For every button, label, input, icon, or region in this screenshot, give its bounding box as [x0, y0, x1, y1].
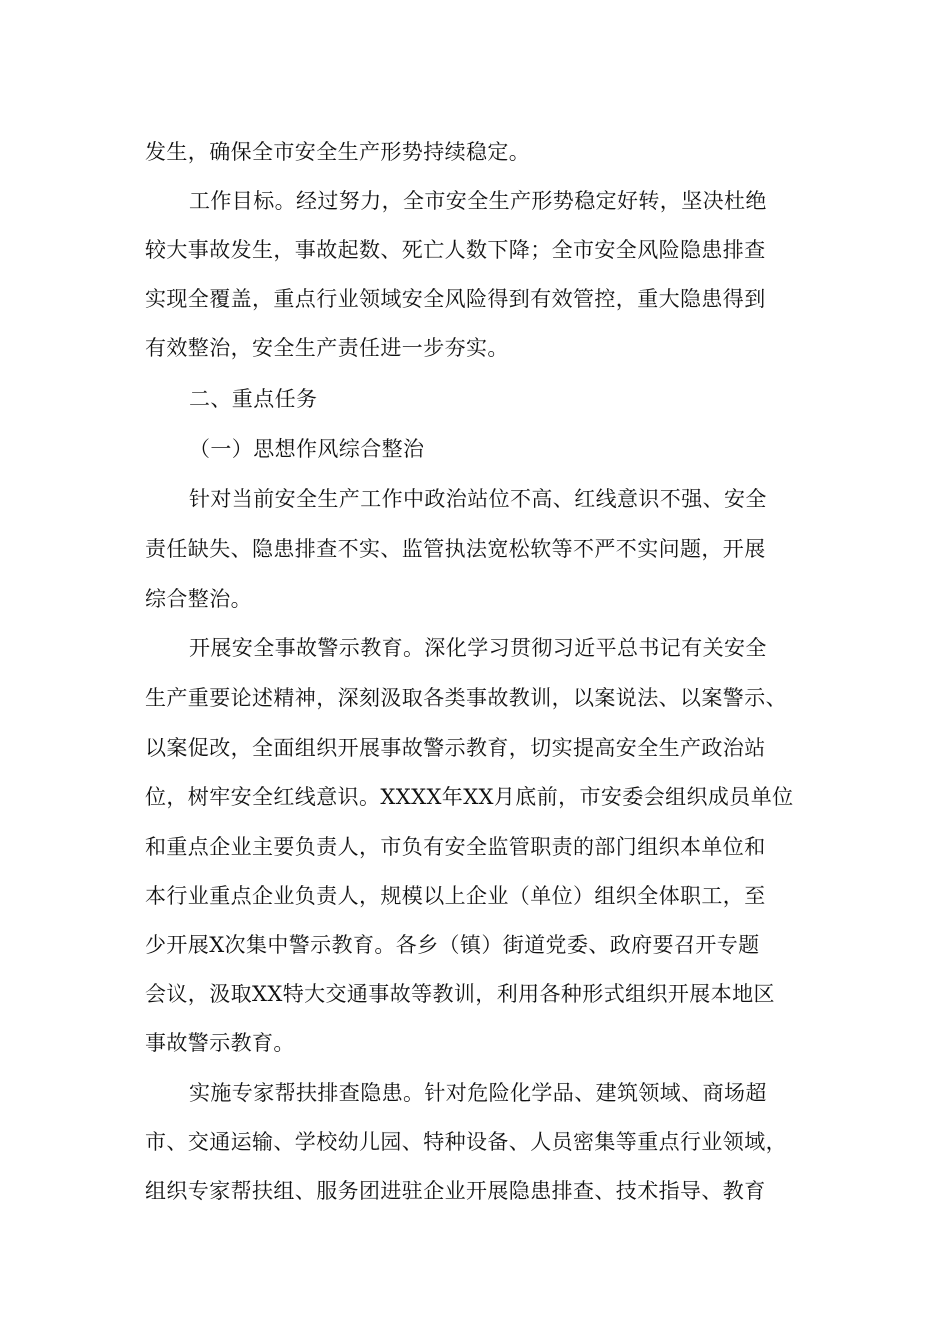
paragraph-line: 针对当前安全生产工作中政治站位不高、红线意识不强、安全: [189, 487, 767, 511]
paragraph-line: 少开展X次集中警示教育。各乡（镇）街道党委、政府要召开专题: [145, 933, 760, 957]
paragraph-line: 综合整治。: [145, 587, 252, 611]
paragraph-line: 生产重要论述精神，深刻汲取各类事故教训，以案说法、以案警示、: [145, 686, 787, 710]
paragraph-line: 实现全覆盖，重点行业领域安全风险得到有效管控，重大隐患得到: [145, 287, 766, 311]
paragraph-line: 以案促改，全面组织开展事故警示教育，切实提高安全生产政治站: [145, 736, 766, 760]
paragraph-line: 市、交通运输、学校幼儿园、特种设备、人员密集等重点行业领域，: [145, 1130, 787, 1154]
paragraph-line: 事故警示教育。: [145, 1031, 295, 1055]
paragraph-line: 实施专家帮扶排查隐患。针对危险化学品、建筑领域、商场超: [189, 1081, 767, 1105]
paragraph-line: 工作目标。经过努力，全市安全生产形势稳定好转，坚决杜绝: [189, 189, 767, 213]
paragraph-line: 较大事故发生，事故起数、死亡人数下降；全市安全风险隐患排查: [145, 238, 766, 262]
paragraph-line: 本行业重点企业负责人，规模以上企业（单位）组织全体职工，至: [145, 884, 766, 908]
paragraph-line: 会议，汲取XX特大交通事故等教训，利用各种形式组织开展本地区: [145, 982, 775, 1006]
subsection-heading: （一）思想作风综合整治: [189, 437, 425, 461]
section-heading: 二、重点任务: [189, 387, 318, 411]
paragraph-line: 和重点企业主要负责人，市负有安全监管职责的部门组织本单位和: [145, 835, 766, 859]
paragraph-line: 开展安全事故警示教育。深化学习贯彻习近平总书记有关安全: [189, 636, 767, 660]
paragraph-line: 责任缺失、隐患排查不实、监管执法宽松软等不严不实问题，开展: [145, 537, 766, 561]
paragraph-line: 有效整治，安全生产责任进一步夯实。: [145, 336, 509, 360]
paragraph-line: 位，树牢安全红线意识。XXXX年XX月底前，市安委会组织成员单位: [145, 785, 794, 809]
paragraph-line: 组织专家帮扶组、服务团进驻企业开展隐患排查、技术指导、教育: [145, 1179, 766, 1203]
paragraph-line: 发生，确保全市安全生产形势持续稳定。: [145, 140, 531, 164]
